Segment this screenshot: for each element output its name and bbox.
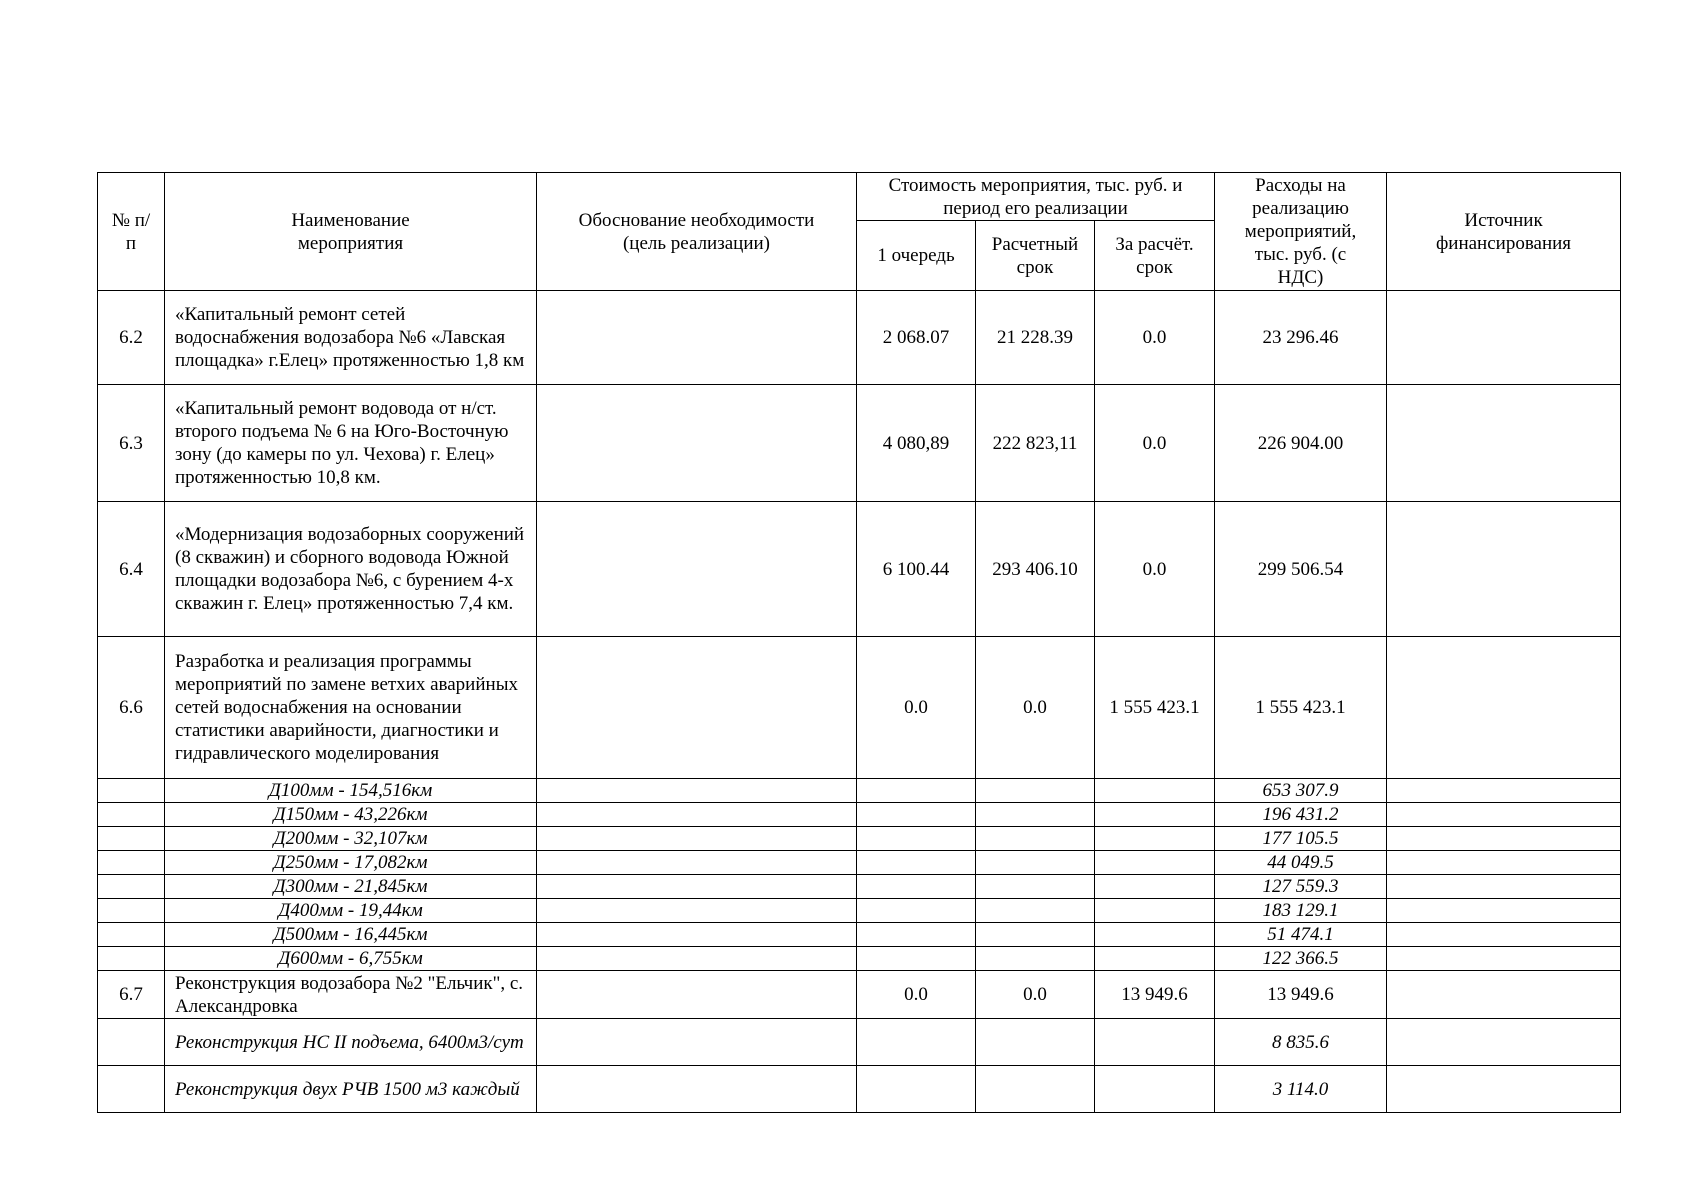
- row-name: «Капитальный ремонт водовода от н/ст. второго подъема № 6 на Юго-Восточную зону (до камеры по ул. Чехова) г. Елец» протяженностью 10,8 км.: [165, 385, 537, 502]
- row-beyond-calc: 0.0: [1095, 502, 1215, 637]
- row-name: «Модернизация водозаборных сооружений (8 скважин) и сборного водовода Южной площадки водозабора №6, с бурением 4-х скважин г. Елец» протяженностью 7,4 км.: [165, 502, 537, 637]
- pipe-row: [98, 779, 1621, 803]
- row-calc-period: 21 228.39: [976, 291, 1095, 385]
- row-beyond-calc: 0.0: [1095, 385, 1215, 502]
- pipe-total: 196 431.2: [1215, 803, 1387, 827]
- header-justification: Обоснование необходимости (цель реализации): [537, 173, 857, 291]
- row-beyond-calc: 1 555 423.1: [1095, 637, 1215, 779]
- table-row: [98, 291, 1621, 385]
- row-source: [1387, 385, 1621, 502]
- row-num: 6.2: [98, 291, 165, 385]
- row-total: 299 506.54: [1215, 502, 1387, 637]
- pipe-row: [98, 875, 1621, 899]
- pipe-name: Д500мм - 16,445км: [165, 923, 537, 947]
- row-justification: [537, 385, 857, 502]
- pipe-row: [98, 803, 1621, 827]
- pipe-name: Д300мм - 21,845км: [165, 875, 537, 899]
- row-source: [1387, 291, 1621, 385]
- row-first-stage: 4 080,89: [857, 385, 976, 502]
- header-first-stage: 1 очередь: [857, 221, 976, 291]
- row-source: [1387, 637, 1621, 779]
- header-num: № п/п: [98, 173, 165, 291]
- pipe-name: Д400мм - 19,44км: [165, 899, 537, 923]
- header-beyond-calc: За расчёт. срок: [1095, 221, 1215, 291]
- pipe-row: [98, 851, 1621, 875]
- measures-table: [97, 172, 1621, 1113]
- row-total: 23 296.46: [1215, 291, 1387, 385]
- row-num: 6.3: [98, 385, 165, 502]
- row-calc-period: 0.0: [976, 971, 1095, 1019]
- pipe-total: 122 366.5: [1215, 947, 1387, 971]
- row-total: 226 904.00: [1215, 385, 1387, 502]
- pipe-name: Д100мм - 154,516км: [165, 779, 537, 803]
- pipe-row: [98, 947, 1621, 971]
- pipe-row: [98, 827, 1621, 851]
- subitem-name: Реконструкция НС II подъема, 6400м3/сут: [165, 1019, 537, 1066]
- row-first-stage: 0.0: [857, 637, 976, 779]
- header-name: Наименование мероприятия: [165, 173, 537, 291]
- row-source: [1387, 971, 1621, 1019]
- row-beyond-calc: 0.0: [1095, 291, 1215, 385]
- pipe-row: [98, 899, 1621, 923]
- row-justification: [537, 971, 857, 1019]
- row-name: Разработка и реализация программы мероприятий по замене ветхих аварийных сетей водоснабжения на основании статистики аварийности, диагностики и гидравлического моделирования: [165, 637, 537, 779]
- pipe-name: Д250мм - 17,082км: [165, 851, 537, 875]
- row-first-stage: 0.0: [857, 971, 976, 1019]
- header-source: Источник финансирования: [1387, 173, 1621, 291]
- subitem-row: [98, 1066, 1621, 1113]
- pipe-name: Д600мм - 6,755км: [165, 947, 537, 971]
- pipe-total: 51 474.1: [1215, 923, 1387, 947]
- table-row: [98, 637, 1621, 779]
- row-justification: [537, 502, 857, 637]
- pipe-name: Д150мм - 43,226км: [165, 803, 537, 827]
- pipe-total: 127 559.3: [1215, 875, 1387, 899]
- header-expenses: Расходы на реализацию мероприятий, тыс. руб. (с НДС): [1215, 173, 1387, 291]
- table-row: [98, 385, 1621, 502]
- subitem-row: [98, 1019, 1621, 1066]
- row-calc-period: 222 823,11: [976, 385, 1095, 502]
- pipe-total: 44 049.5: [1215, 851, 1387, 875]
- subitem-total: 8 835.6: [1215, 1019, 1387, 1066]
- header-calc-period: Расчетный срок: [976, 221, 1095, 291]
- subitem-total: 3 114.0: [1215, 1066, 1387, 1113]
- row-first-stage: 6 100.44: [857, 502, 976, 637]
- header-cost-group: Стоимость мероприятия, тыс. руб. и период его реализации: [857, 173, 1215, 221]
- pipe-total: 653 307.9: [1215, 779, 1387, 803]
- row-justification: [537, 637, 857, 779]
- subitem-name: Реконструкция двух РЧВ 1500 м3 каждый: [165, 1066, 537, 1113]
- row-total: 1 555 423.1: [1215, 637, 1387, 779]
- table-row: [98, 502, 1621, 637]
- pipe-total: 177 105.5: [1215, 827, 1387, 851]
- row-name: Реконструкция водозабора №2 "Ельчик", с. Александровка: [165, 971, 537, 1019]
- row-calc-period: 0.0: [976, 637, 1095, 779]
- row-calc-period: 293 406.10: [976, 502, 1095, 637]
- row-first-stage: 2 068.07: [857, 291, 976, 385]
- row-num: 6.4: [98, 502, 165, 637]
- pipe-name: Д200мм - 32,107км: [165, 827, 537, 851]
- row-name: «Капитальный ремонт сетей водоснабжения водозабора №6 «Лавская площадка» г.Елец» протяженностью 1,8 км: [165, 291, 537, 385]
- row-beyond-calc: 13 949.6: [1095, 971, 1215, 1019]
- row-justification: [537, 291, 857, 385]
- pipe-row: [98, 923, 1621, 947]
- pipe-total: 183 129.1: [1215, 899, 1387, 923]
- table-row: [98, 971, 1621, 1019]
- row-num: 6.6: [98, 637, 165, 779]
- row-total: 13 949.6: [1215, 971, 1387, 1019]
- row-source: [1387, 502, 1621, 637]
- row-num: 6.7: [98, 971, 165, 1019]
